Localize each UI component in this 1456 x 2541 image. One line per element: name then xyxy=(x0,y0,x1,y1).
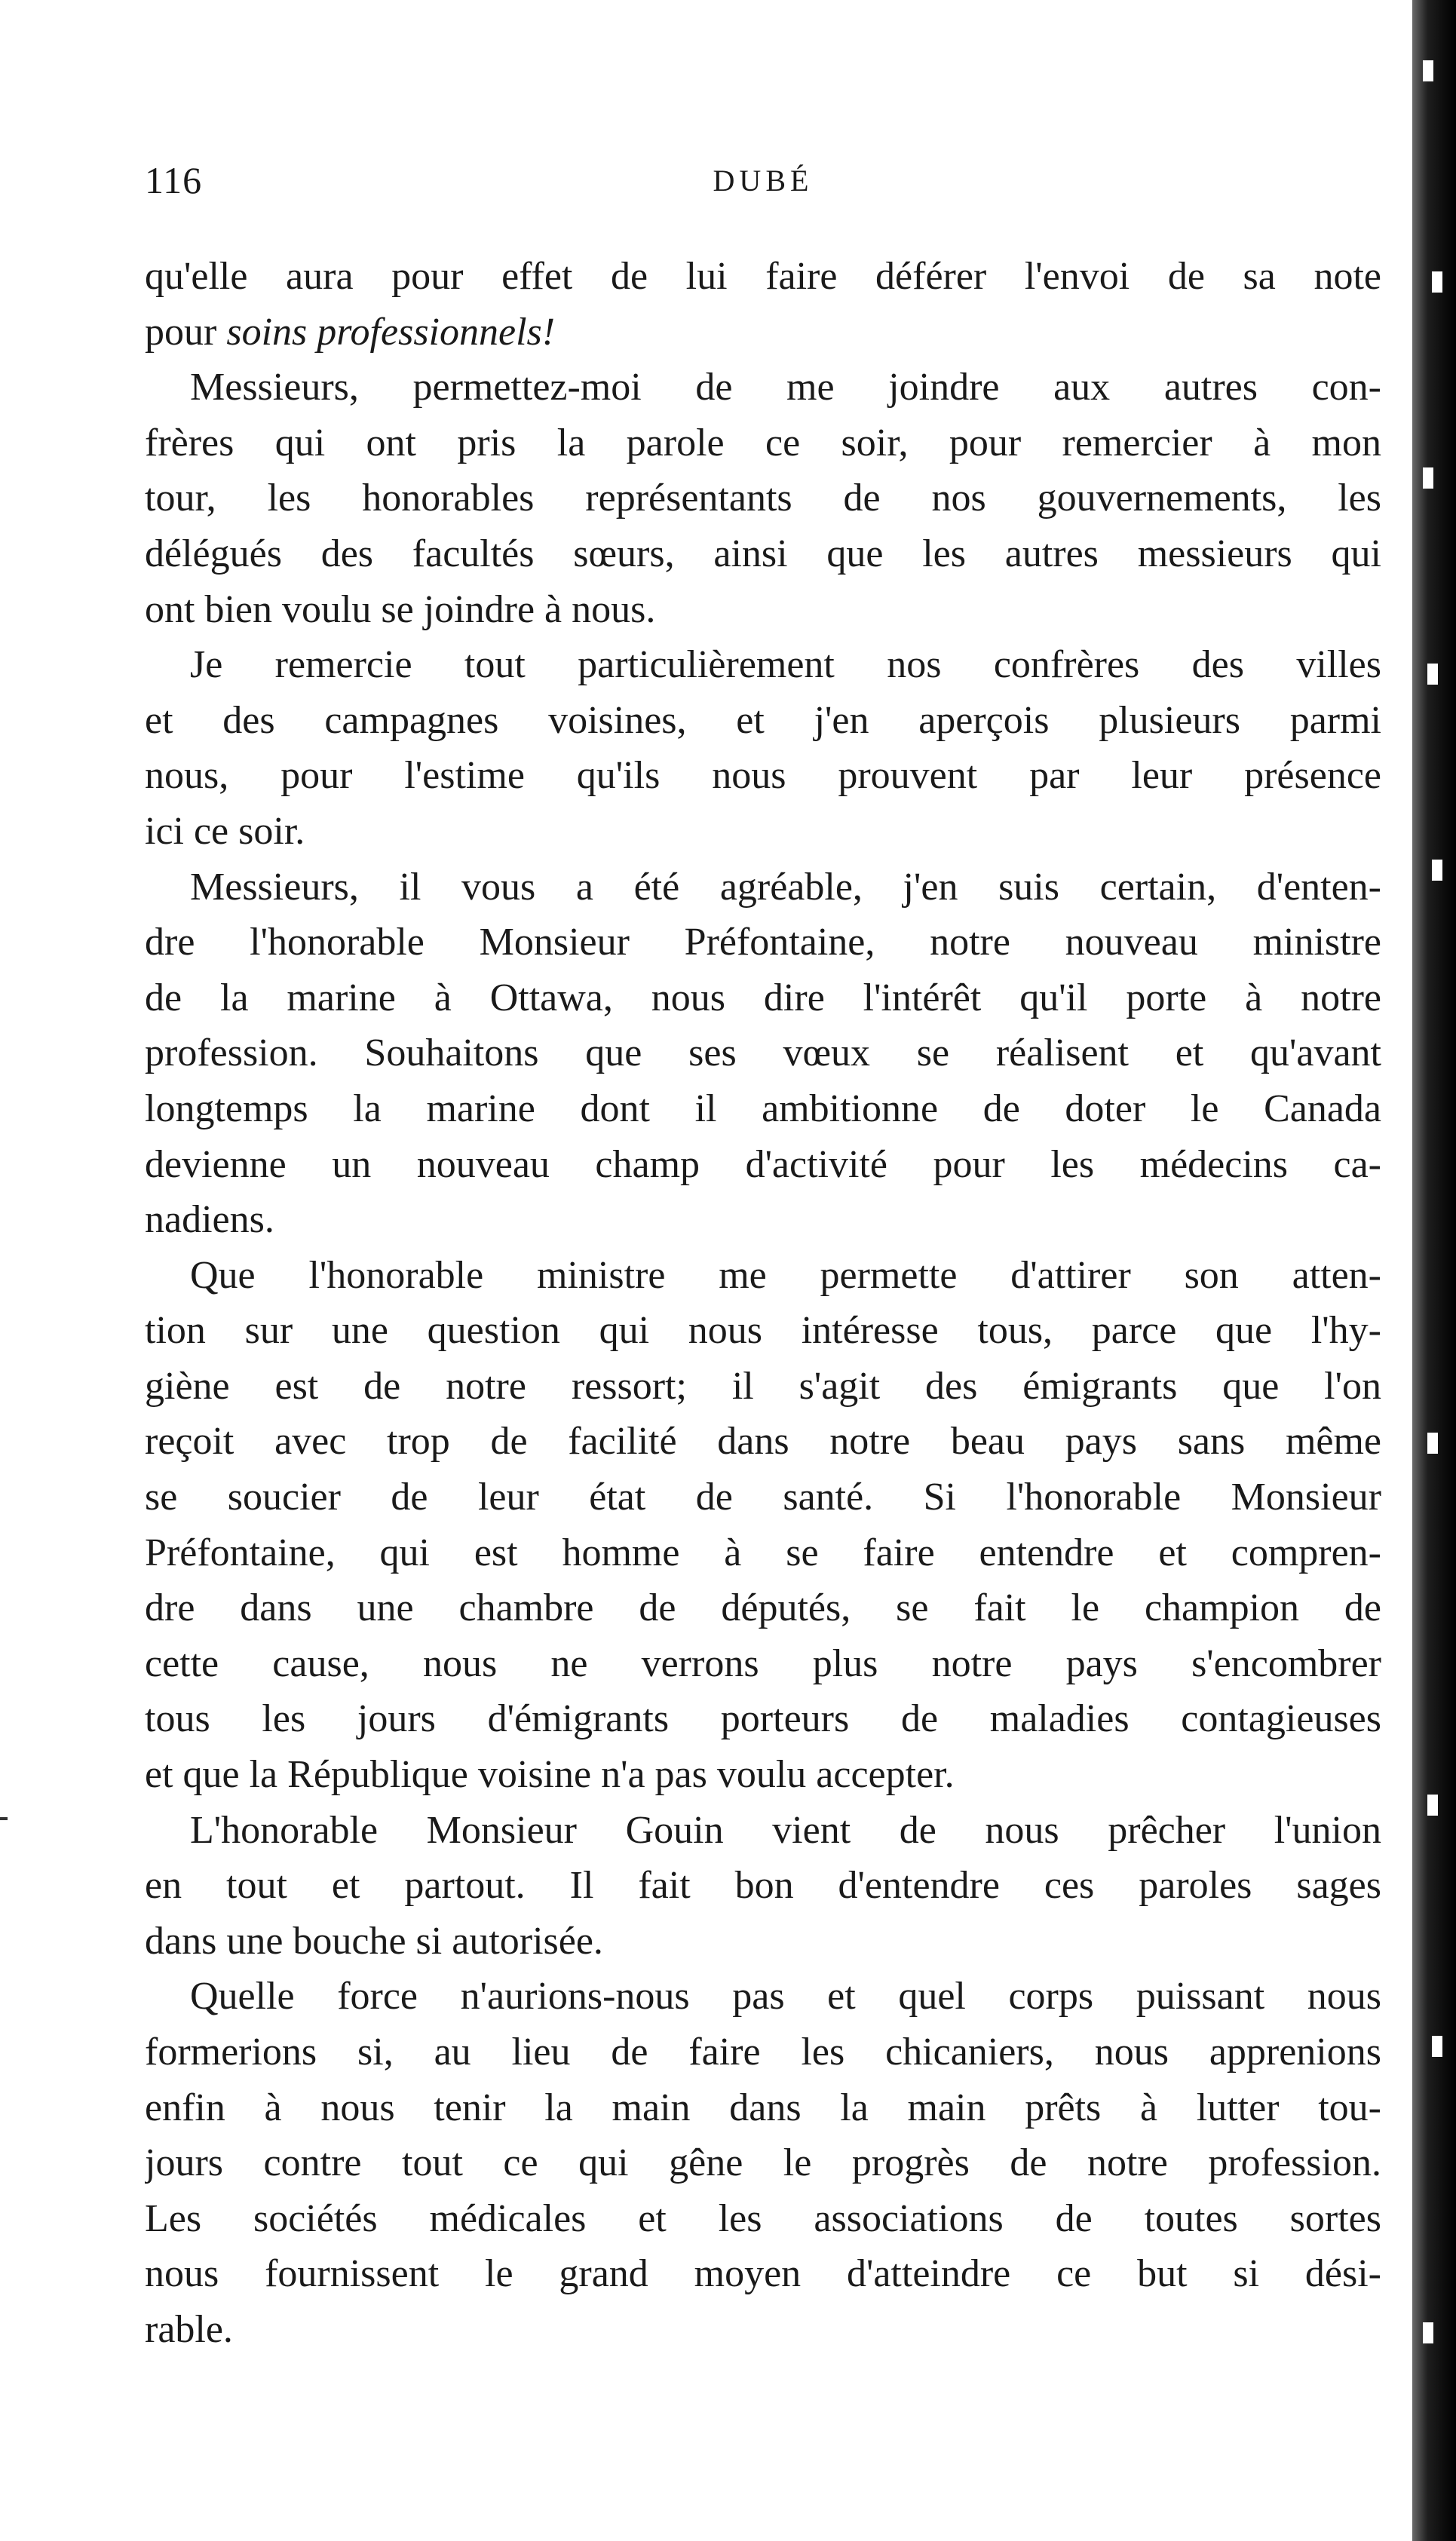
text-line: dans une bouche si autorisée. xyxy=(145,1919,603,1963)
edge-notch xyxy=(1423,2322,1433,2343)
edge-notch xyxy=(1432,271,1442,293)
text-line: tour, les honorables représentants de nos gouvernements, les xyxy=(145,477,1381,520)
text-line: dre l'honorable Monsieur Préfontaine, notre nouveau ministre xyxy=(145,921,1381,964)
edge-notch xyxy=(1432,860,1442,881)
edge-notch xyxy=(1427,664,1438,685)
text-line: longtemps la marine dont il ambitionne de doter le Canada xyxy=(145,1087,1381,1130)
text-line: qu'elle aura pour effet de lui faire déférer l'envoi de sa note xyxy=(145,255,1381,298)
text-line: enfin à nous tenir la main dans la main prêts à lutter tou- xyxy=(145,2086,1381,2129)
text-line: délégués des facultés sœurs, ainsi que les autres messieurs qui xyxy=(145,532,1381,575)
text-line: Je remercie tout particulièrement nos confrères des villes xyxy=(190,643,1381,687)
text-line: rable. xyxy=(145,2307,233,2351)
edge-notch xyxy=(1423,60,1433,81)
text-line: frères qui ont pris la parole ce soir, pour remercier à mon xyxy=(145,421,1381,464)
text-line: se soucier de leur état de santé. Si l'honorable Monsieur xyxy=(145,1476,1381,1519)
text-line: Messieurs, il vous a été agréable, j'en suis certain, d'enten- xyxy=(190,865,1381,909)
text-line xyxy=(145,305,1381,360)
text-line: Préfontaine, qui est homme à se faire entendre et compren- xyxy=(145,1531,1381,1574)
text-line: tous les jours d'émigrants porteurs de maladies contagieuses xyxy=(145,1697,1381,1741)
page-number: 116 xyxy=(145,159,203,201)
edge-notch xyxy=(1427,1795,1438,1816)
text-line: ici ce soir. xyxy=(145,809,305,853)
text-line-prefix: pour xyxy=(145,310,227,354)
body-text xyxy=(145,249,1381,2358)
text-line: et que la République voisine n'a pas voulu accepter. xyxy=(145,1753,955,1797)
page-edge-shadow xyxy=(1412,0,1456,2541)
text-line: en tout et partout. Il fait bon d'entendre ces paroles sages xyxy=(145,1864,1381,1908)
margin-mark xyxy=(0,1817,8,1820)
text-line: nous fournissent le grand moyen d'atteindre ce but si dési- xyxy=(145,2252,1381,2296)
italic-phrase: soins professionnels! xyxy=(226,310,556,354)
running-head: DUBÉ xyxy=(713,164,814,198)
text-line: Les sociétés médicales et les associations de toutes sortes xyxy=(145,2196,1381,2240)
text-line: Que l'honorable ministre me permette d'attirer son atten- xyxy=(190,1253,1381,1297)
text-line: Messieurs, permettez-moi de me joindre aux autres con- xyxy=(190,366,1381,409)
text-line: cette cause, nous ne verrons plus notre pays s'encombrer xyxy=(145,1641,1381,1685)
text-line: devienne un nouveau champ d'activité pour les médecins ca- xyxy=(145,1142,1381,1186)
text-line: L'honorable Monsieur Gouin vient de nous prêcher l'union xyxy=(190,1808,1381,1852)
text-line: ont bien voulu se joindre à nous. xyxy=(145,587,656,631)
text-line: nous, pour l'estime qu'ils nous prouvent par leur présence xyxy=(145,754,1381,798)
text-line: jours contre tout ce qui gêne le progrès de notre profession. xyxy=(145,2141,1381,2185)
text-line: profession. Souhaitons que ses vœux se réalisent et qu'avant xyxy=(145,1031,1381,1075)
text-line: Quelle force n'aurions-nous pas et quel corps puissant nous xyxy=(190,1975,1381,2018)
edge-notch xyxy=(1432,2036,1442,2057)
text-line: giène est de notre ressort; il s'agit des émigrants que l'on xyxy=(145,1364,1381,1408)
edge-notch xyxy=(1427,1433,1438,1454)
text-line: tion sur une question qui nous intéresse tous, parce que l'hy- xyxy=(145,1309,1381,1353)
edge-notch xyxy=(1423,467,1433,489)
text-line: reçoit avec trop de facilité dans notre beau pays sans même xyxy=(145,1420,1381,1464)
text-line: dre dans une chambre de députés, se fait le champion de xyxy=(145,1586,1381,1630)
text-line: nadiens. xyxy=(145,1198,274,1242)
text-line: formerions si, au lieu de faire les chicaniers, nous apprenions xyxy=(145,2031,1381,2074)
text-line: de la marine à Ottawa, nous dire l'intérêt qu'il porte à notre xyxy=(145,976,1381,1019)
text-line: et des campagnes voisines, et j'en aperçois plusieurs parmi xyxy=(145,698,1381,742)
page-header xyxy=(145,158,1381,211)
